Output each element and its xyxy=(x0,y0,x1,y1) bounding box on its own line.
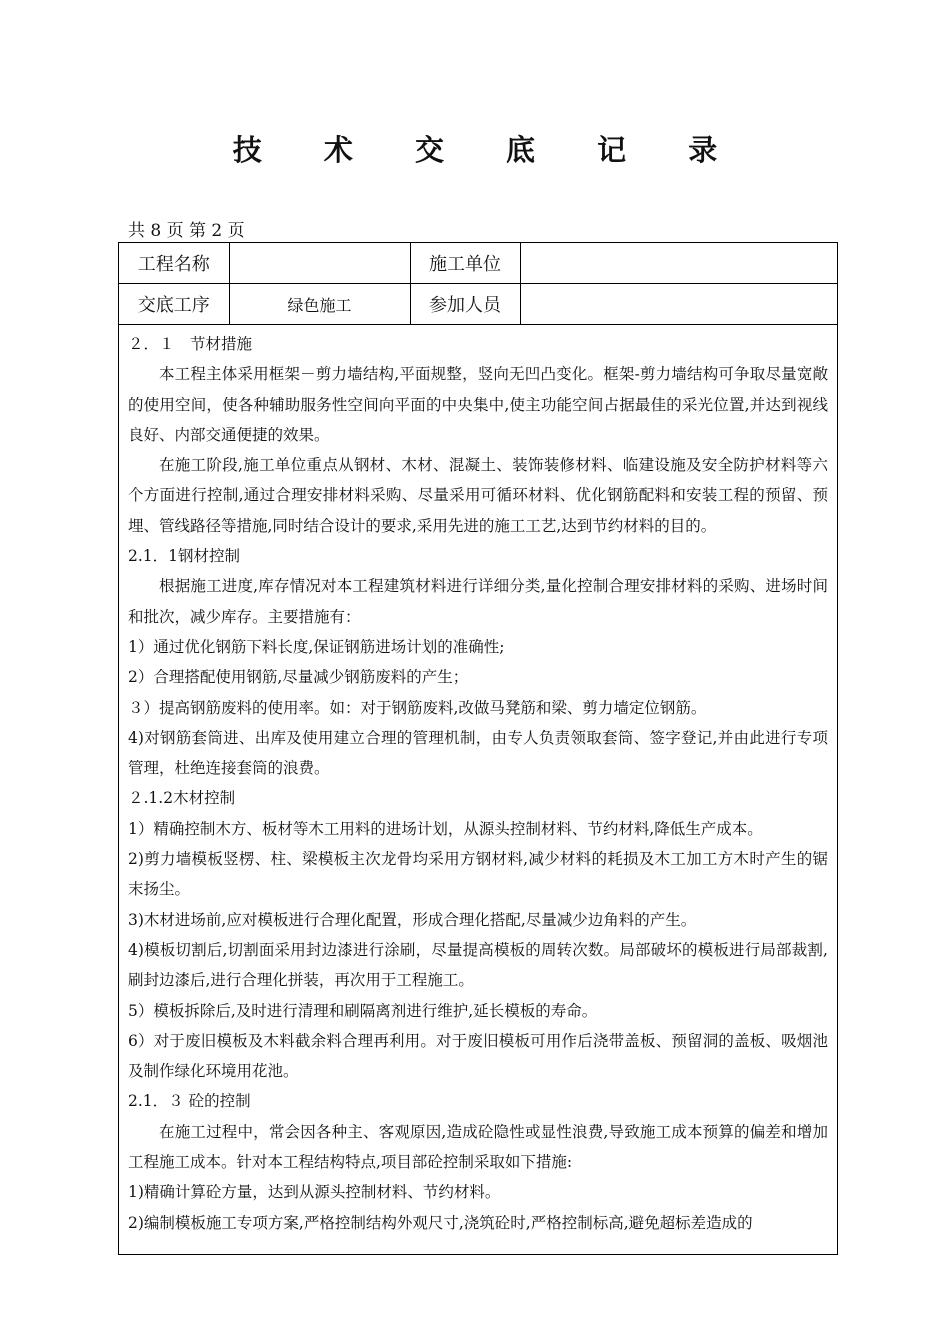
record-table xyxy=(118,242,838,1255)
project-name-value xyxy=(229,243,410,284)
process-label: 交底工序 xyxy=(119,284,229,325)
process-value: 绿色施工 xyxy=(229,284,410,325)
subsection-heading: 2.1．３ 砼的控制 xyxy=(128,1092,251,1111)
list-item: 5）模板拆除后,及时进行清理和刷隔离剂进行维护,延长模板的寿命。 xyxy=(128,1001,598,1020)
content-body xyxy=(119,325,837,1238)
header-row-1 xyxy=(119,243,837,284)
list-item: 6）对于废旧模板及木料截余料合理再利用。对于废旧模板可用作后浇带盖板、预留洞的盖板、吸烟池及制作绿化环境用花池。 xyxy=(128,1031,828,1081)
document-title: 技 术 交 底 记 录 xyxy=(232,133,744,167)
project-name-label: 工程名称 xyxy=(119,243,229,284)
list-item: 1）通过优化钢筋下料长度,保证钢筋进场计划的准确性; xyxy=(128,637,505,656)
list-item: 2）合理搭配使用钢筋,尽量减少钢筋废料的产生； xyxy=(128,668,469,687)
paragraph: 根据施工进度,库存情况对本工程建筑材料进行详细分类,量化控制合理安排材料的采购、进场时间和批次，减少库存。主要措施有： xyxy=(128,577,828,626)
participants-label: 参加人员 xyxy=(410,284,520,325)
paragraph: 在施工阶段,施工单位重点从钢材、木材、混凝土、装饰装修材料、临建设施及安全防护材料等六个方面进行控制,通过合理安排材料采购、尽量采用可循环材料、优化钢筋配料和安装工程的预留、预埋、管线路径等措施,同时结合设计的要求,采用先进的施工工艺,达到节约材料的目的。 xyxy=(128,456,828,535)
list-item: ３）提高钢筋废料的使用率。如：对于钢筋废料,改做马凳筋和梁、剪力墙定位钢筋。 xyxy=(128,698,707,717)
header-table xyxy=(119,243,837,325)
list-item: 1）精确控制木方、板材等木工用料的进场计划，从源头控制材料、节约材料,降低生产成本。 xyxy=(128,819,763,838)
subsection-heading: ２.1.2木材控制 xyxy=(128,789,236,808)
list-item: 3)木材进场前,应对模板进行合理化配置，形成合理化搭配,尽量减少边角料的产生。 xyxy=(128,910,697,929)
page-info: 共 8 页 第 2 页 xyxy=(128,221,245,241)
list-item: 2)剪力墙模板竖楞、柱、梁模板主次龙骨均采用方钢材料,减少材料的耗损及木工加工方木时产生的锯末扬尘。 xyxy=(128,850,828,899)
header-row-2 xyxy=(119,284,837,325)
list-item: 4)对钢筋套筒进、出库及使用建立合理的管理机制，由专人负责领取套筒、签字登记,并由此进行专项管理，杜绝连接套筒的浪费。 xyxy=(128,728,828,778)
paragraph: 本工程主体采用框架－剪力墙结构,平面规整，竖向无凹凸变化。框架-剪力墙结构可争取尽量宽敞的使用空间，使各种辅助服务性空间向平面的中央集中,使主功能空间占据最佳的采光位置,并达到视线良好、内部交通便捷的效果。 xyxy=(128,365,828,444)
contractor-label: 施工单位 xyxy=(410,243,520,284)
paragraph: 在施工过程中，常会因各种主、客观原因,造成砼隐性或显性浪费,导致施工成本预算的偏差和增加工程施工成本。针对本工程结构特点,项目部砼控制采取如下措施: xyxy=(128,1122,828,1172)
subsection-heading: 2.1．1钢材控制 xyxy=(128,547,241,566)
list-item: 2)编制模板施工专项方案,严格控制结构外观尺寸,浇筑砼时,严格控制标高,避免超标差造成的 xyxy=(128,1213,753,1232)
list-item: 4)模板切割后,切割面采用封边漆进行涂刷，尽量提高模板的周转次数。局部破坏的模板进行局部裁割,刷封边漆后,进行合理化拼装，再次用于工程施工。 xyxy=(128,940,828,990)
contractor-value xyxy=(520,243,837,284)
section-heading: ２．１ 节材措施 xyxy=(128,335,253,353)
list-item: 1)精确计算砼方量，达到从源头控制材料、节约材料。 xyxy=(128,1183,501,1202)
participants-value xyxy=(520,284,837,325)
